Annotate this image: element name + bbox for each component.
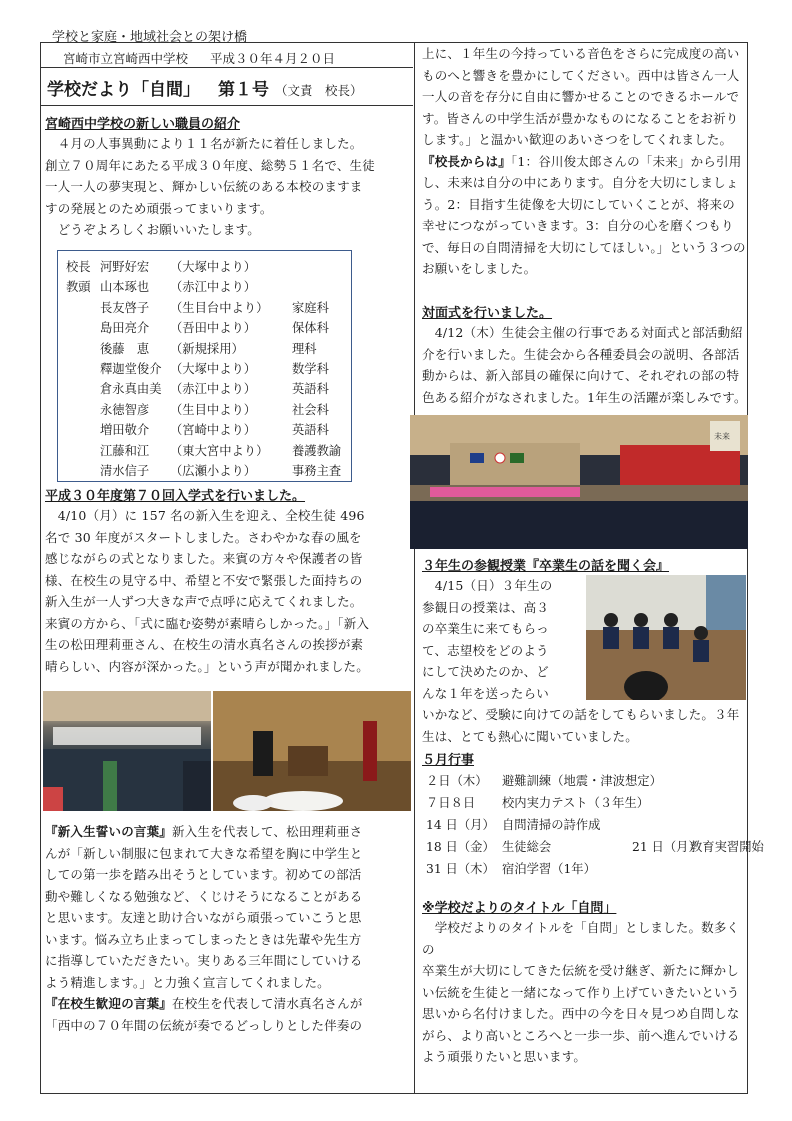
text-line: どうぞよろしくお願いいたします。	[45, 222, 260, 237]
text-line: 学校だよりのタイトルを「自問」としました。数多くの	[422, 920, 740, 957]
event-date: ７日８日	[426, 796, 476, 810]
text-line: します。」と温かい歓迎のあいさつをしてくれました。	[422, 132, 733, 147]
left-column	[41, 43, 413, 1093]
text-line: 卒業生が大切にしてきた伝統を受け継ぎ、新たに輝かし	[422, 963, 740, 978]
pledge-first-line: 新入生を代表して、松田理莉亜さ	[172, 824, 363, 839]
event-date: 31 日（木）	[426, 862, 495, 876]
newsletter-tagline: 学校と家庭・地域社会との架け橋	[52, 30, 248, 45]
pledge-heading: 『新入生誓いの言葉』	[45, 824, 173, 839]
meeting-body	[422, 322, 750, 408]
pledge-body	[45, 821, 413, 1036]
entrance-stage-illustration	[213, 691, 411, 811]
staff-role: 教頭	[66, 280, 91, 295]
staff-from: （生目中より）	[170, 402, 257, 417]
principal-first-line: 「1：谷川俊太郎さんの「未来」から引用	[510, 153, 742, 169]
staff-name: 後藤 恵	[100, 341, 150, 356]
text-line: います。悩み立ち止まってしまったときは先輩や先生方	[45, 931, 362, 947]
welcome-heading: 『在校生歓迎の言葉』	[45, 996, 173, 1011]
entrance-hall-photo	[43, 691, 211, 811]
text-line: 4/12（木）生徒会主催の行事である対面式と部活動紹	[422, 325, 743, 340]
staff-subject: 家庭科	[292, 300, 329, 315]
entrance-stage-photo	[213, 691, 411, 811]
meeting-gym-illustration	[410, 415, 748, 549]
text-line: すの発展とのため頑張ってまいります。	[45, 200, 273, 216]
school-name: 宮崎市立宮崎西中学校	[63, 51, 189, 66]
event-text: 自問清掃の詩作成	[502, 818, 601, 832]
text-line: お願いをしました。	[422, 261, 537, 276]
text-line: 晴らしい、内容が深かった。」という声が聞かれました。	[45, 658, 369, 674]
staff-subject: 数学科	[292, 362, 329, 376]
text-line	[45, 821, 413, 843]
staff-from: （宮崎中より）	[170, 423, 257, 438]
event-text2: 教育実習開始	[690, 840, 764, 854]
staff-name: 山本琢也	[100, 280, 150, 295]
text-line: し、未来は自分の中にあります。自分を大切にしましょ	[422, 175, 739, 190]
class-heading: ３年生の参観授業『卒業生の話を聞く会』	[422, 559, 670, 574]
issuer-line	[63, 49, 353, 67]
text-line: がら、より高いところへと一歩一歩、前へ進んでいける	[422, 1027, 740, 1043]
text-line: 4/10（月）に 157 名の新入生を迎え、全校生徒 496	[45, 508, 365, 523]
text-line: 新入生が一人ずつ大きな声で点呼に応えてくれました。	[45, 594, 363, 609]
staff-subject: 事務主査	[292, 464, 342, 478]
event-date: ２日（木）	[426, 774, 488, 788]
text-line: て、志望校をどのよう	[422, 642, 549, 658]
staff-list-box	[57, 250, 352, 482]
text-line: で、毎日の自問清掃を大切にしてほしい。」という３つの	[422, 239, 746, 255]
hall-banner-text: 未来	[714, 432, 730, 441]
column-divider	[414, 43, 415, 1093]
entrance-body	[45, 505, 413, 677]
text-line: 感じながらの式となりました。来賓の方々や保護者の皆	[45, 551, 363, 566]
text-line: い伝統を生徒と一緒になって作り上げていきたいという	[422, 984, 740, 1000]
staff-from: （新規採用）	[170, 341, 244, 356]
text-line: いかなど、受験に向けての話をしてもらいました。３年	[422, 707, 740, 722]
text-line: しての第一歩を踏み出そうとしています。初めての部活	[45, 867, 362, 882]
event-date: 14 日（月）	[426, 818, 495, 832]
text-line: ４月の人事異動により１１名が新たに着任しました。	[45, 136, 363, 151]
staff-name: 江藤和江	[100, 443, 150, 458]
text-line: 動や難しくなる勉強など、くじけそうになることがある	[45, 888, 363, 904]
event-date2: 21 日（月）	[632, 840, 701, 854]
text-line	[422, 151, 750, 173]
text-line: 創立７０周年にあたる平成３０年度、総勢５１名で、生徒	[45, 157, 375, 173]
text-line: 様、在校生の見守る中、希望と不安で緊張した面持ちの	[45, 572, 363, 588]
title-name-body	[422, 917, 750, 1068]
staff-subject: 養護教諭	[292, 443, 342, 458]
text-line: 思いから名付けました。西中の今を日々見つめ自問しな	[422, 1006, 740, 1021]
newsletter-frame	[40, 42, 764, 1094]
newsletter-title-block	[47, 75, 363, 100]
text-line: 一人の音を存分に自由に響かせることのできるホールで	[422, 89, 740, 104]
staff-name: 長友啓子	[100, 300, 150, 315]
staff-from: （広瀬小より）	[170, 464, 257, 478]
text-line: 介を行いました。生徒会から各種委員会の説明、各部活	[422, 346, 740, 362]
text-line: ものへと響きを豊かにしてください。西中は皆さん一人	[422, 67, 740, 83]
class-visit-illustration	[586, 575, 746, 700]
entrance-hall-illustration	[43, 691, 211, 811]
staff-from: （東大宮中より）	[170, 443, 269, 458]
text-line: 上に、１年生の今持っている音色をさらに完成度の高い	[422, 46, 740, 61]
staff-subject: 英語科	[292, 423, 329, 438]
staff-subject: 英語科	[292, 382, 329, 397]
staff-name: 河野好宏	[100, 260, 150, 274]
text-line: に指導していただきたい。実りある三年間にしていける	[45, 953, 363, 968]
text-line: 色ある紹介がなされました。1年生の活躍が楽しみです。	[422, 389, 747, 405]
event-text: 宿泊学習（1年）	[502, 862, 596, 876]
staff-subject: 社会科	[292, 402, 329, 417]
welcome-continued	[422, 43, 750, 280]
staff-name: 清水信子	[100, 464, 150, 478]
text-line: 参観日の授業は、高３	[422, 599, 550, 615]
welcome-first-line: 在校生を代表して清水真名さんが	[172, 996, 363, 1011]
meeting-heading: 対面式を行いました。	[422, 306, 553, 321]
issue-date: 平成３０年４月２０日	[210, 51, 336, 66]
newsletter-title: 学校だより「自間」	[47, 80, 200, 100]
staff-name: 倉永真由美	[100, 382, 162, 397]
staff-from: （赤江中より）	[170, 280, 257, 295]
staff-name: 永徳智彦	[100, 402, 150, 417]
staff-name: 増田敬介	[100, 423, 150, 438]
header-rule-bottom	[41, 105, 413, 106]
class-body-continued	[422, 704, 750, 747]
text-line: よう精進します。」と力強く宣言してくれました。	[45, 974, 330, 990]
staff-role: 校長	[66, 260, 91, 274]
staff-name: 釋迦堂俊介	[100, 362, 162, 376]
text-line	[45, 993, 413, 1015]
staff-subject: 理科	[292, 341, 317, 356]
header-rule	[41, 67, 413, 68]
staff-from: （大塚中より）	[170, 362, 257, 376]
text-line: す。皆さんの中学生活が豊かなものになることをお祈り	[422, 110, 739, 126]
text-line: と思います。友達と助け合いながら頑張っていこうと思	[45, 910, 362, 925]
class-visit-photo	[586, 575, 746, 700]
event-text: 避難訓練（地震・津波想定）	[502, 774, 662, 788]
staff-subject: 保体科	[292, 321, 329, 336]
text-line: の卒業生に来てもらっ	[422, 621, 550, 636]
title-name-heading: ※学校だよりのタイトル「自問」	[422, 901, 617, 916]
entrance-heading: 平成３０年度第７０回入学式を行いました。	[45, 489, 306, 504]
staff-from: （生目台中より）	[170, 300, 269, 315]
event-text: 校内実力テスト（３年生）	[502, 796, 650, 810]
event-text: 生徒総会	[502, 840, 552, 854]
text-line: 4/15（日）３年生の	[422, 578, 553, 593]
text-line: 一人一人の夢実現と、輝かしい伝統のある本校のますま	[45, 179, 363, 194]
text-line: 幸せにつながっていきます。3：自分の心を磨くつもり	[422, 218, 734, 233]
staff-intro	[45, 133, 413, 241]
author-note: （文責 校長）	[275, 83, 363, 98]
text-line: 生の松田理莉亜さん、在校生の清水真名さんの挨拶が素	[45, 637, 364, 652]
text-line: よう頑張りたいと思います。	[422, 1049, 587, 1064]
text-line: にして決めたのか、ど	[422, 664, 550, 679]
text-line: 来賓の方から、「式に臨む姿勢が素晴らしかった。」「新入	[45, 615, 370, 631]
staff-from: （大塚中より）	[170, 260, 257, 274]
text-line: う。2：目指す生徒像を大切にしていくことが、将来の	[422, 196, 735, 212]
text-line: 名で 30 年度がスタートしました。さわやかな春の風を	[45, 529, 362, 545]
text-line: 生は、とても熱心に聞いていました。	[422, 728, 638, 744]
right-column	[416, 43, 764, 1093]
staff-name: 島田亮介	[100, 321, 150, 336]
text-line: 動からは、新入部員の確保に向けて、それぞれの部の特	[422, 368, 740, 383]
issue-number: 第１号	[218, 80, 269, 100]
text-line: んが「新しい制服に包まれて大きな希望を胸に中学生と	[45, 845, 363, 861]
event-date: 18 日（金）	[426, 840, 495, 854]
staff-from: （吾田中より）	[170, 321, 257, 336]
principal-heading: 『校長からは』	[422, 153, 511, 169]
staff-heading: 宮崎西中学校の新しい職員の紹介	[45, 117, 241, 132]
text-line: 「西中の７０年間の伝統が奏でるどっしりとした伴奏の	[45, 1017, 363, 1033]
staff-from: （赤江中より）	[170, 382, 257, 397]
may-events-heading: ５月行事	[422, 753, 475, 768]
text-line: んな１年を送ったらい	[422, 685, 550, 701]
meeting-gym-photo	[410, 415, 748, 549]
